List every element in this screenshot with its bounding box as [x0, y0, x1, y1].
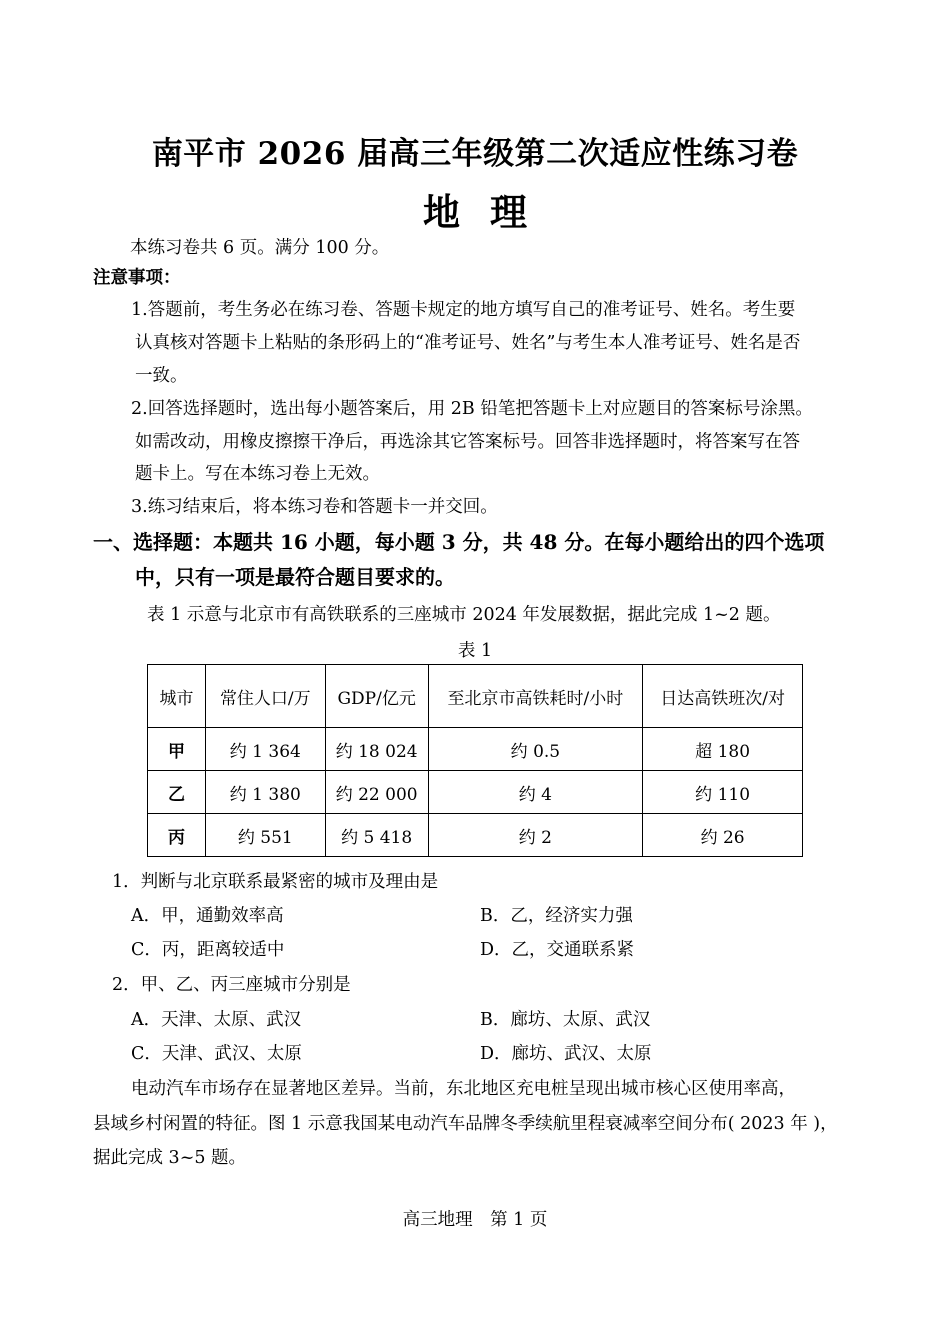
question-option: C．丙，距离较适中 — [131, 940, 285, 960]
section-heading-cont: 中，只有一项是最符合题目要求的。 — [135, 565, 455, 589]
notice-line: 2.回答选择题时，选出每小题答案后，用 2B 铅笔把答题卡上对应题目的答案标号涂黑。 — [131, 399, 813, 419]
question-option: A．甲，通勤效率高 — [131, 906, 284, 926]
data-table — [147, 664, 803, 857]
notice-line: 一致。 — [135, 366, 188, 386]
table-row — [148, 771, 803, 814]
table-cell: 甲 — [148, 728, 206, 771]
question-option: C．天津、武汉、太原 — [131, 1044, 302, 1064]
table-intro: 表 1 示意与北京市有高铁联系的三座城市 2024 年发展数据，据此完成 1~2 题。 — [147, 605, 781, 625]
passage-line: 县域乡村闲置的特征。图 1 示意我国某电动汽车品牌冬季续航里程衰减率空间分布( 2023 年 )， — [93, 1114, 838, 1134]
section-heading: 一、选择题：本题共 16 小题，每小题 3 分，共 48 分。在每小题给出的四个选项 — [93, 530, 825, 554]
passage-line: 据此完成 3~5 题。 — [93, 1148, 247, 1168]
subject-title: 地理 — [423, 190, 557, 234]
table-cell: 约 18 024 — [325, 728, 428, 771]
table-row — [148, 814, 803, 857]
table-header-cell: 至北京市高铁耗时/小时 — [428, 665, 643, 728]
table-cell: 约 22 000 — [325, 771, 428, 814]
table-header-cell: 常住人口/万 — [205, 665, 325, 728]
table-cell: 约 2 — [428, 814, 643, 857]
table-cell: 约 551 — [205, 814, 325, 857]
question-option: B．乙，经济实力强 — [480, 906, 633, 926]
table-cell: 约 5 418 — [325, 814, 428, 857]
table-cell: 乙 — [148, 771, 206, 814]
table-cell: 超 180 — [643, 728, 803, 771]
question-option: D．乙，交通联系紧 — [480, 940, 635, 960]
table-caption: 表 1 — [457, 641, 493, 661]
question-stem: 1．判断与北京联系最紧密的城市及理由是 — [112, 872, 439, 892]
table-cell: 约 0.5 — [428, 728, 643, 771]
question-option: D．廊坊、武汉、太原 — [480, 1044, 652, 1064]
table-header-cell: 日达高铁班次/对 — [643, 665, 803, 728]
question-option: B．廊坊、太原、武汉 — [480, 1010, 651, 1030]
table-header-cell: GDP/亿元 — [325, 665, 428, 728]
notice-line: 如需改动，用橡皮擦擦干净后，再选涂其它答案标号。回答非选择题时，将答案写在答 — [135, 432, 800, 452]
question-stem: 2．甲、乙、丙三座城市分别是 — [112, 975, 351, 995]
table-cell: 约 1 364 — [205, 728, 325, 771]
passage-line: 电动汽车市场存在显著地区差异。当前，东北地区充电桩呈现出城市核心区使用率高， — [131, 1079, 796, 1099]
page-footer: 高三地理 第 1 页 — [402, 1210, 548, 1230]
question-option: A．天津、太原、武汉 — [131, 1010, 302, 1030]
table-header-cell: 城市 — [148, 665, 206, 728]
notice-line: 认真核对答题卡上粘贴的条形码上的“准考证号、姓名”与考生本人准考证号、姓名是否 — [135, 333, 801, 353]
table-cell: 约 4 — [428, 771, 643, 814]
notice-line: 3.练习结束后，将本练习卷和答题卡一并交回。 — [131, 497, 498, 517]
table-cell: 约 26 — [643, 814, 803, 857]
notice-line: 题卡上。写在本练习卷上无效。 — [135, 464, 380, 484]
table-cell: 丙 — [148, 814, 206, 857]
intro-text: 本练习卷共 6 页。满分 100 分。 — [130, 238, 390, 258]
notice-line: 1.答题前，考生务必在练习卷、答题卡规定的地方填写自己的准考证号、姓名。考生要 — [131, 300, 796, 320]
table-cell: 约 1 380 — [205, 771, 325, 814]
notice-heading: 注意事项： — [93, 268, 181, 288]
table-row — [148, 728, 803, 771]
exam-title: 南平市 2026 届高三年级第二次适应性练习卷 — [151, 136, 799, 172]
table-cell: 约 110 — [643, 771, 803, 814]
